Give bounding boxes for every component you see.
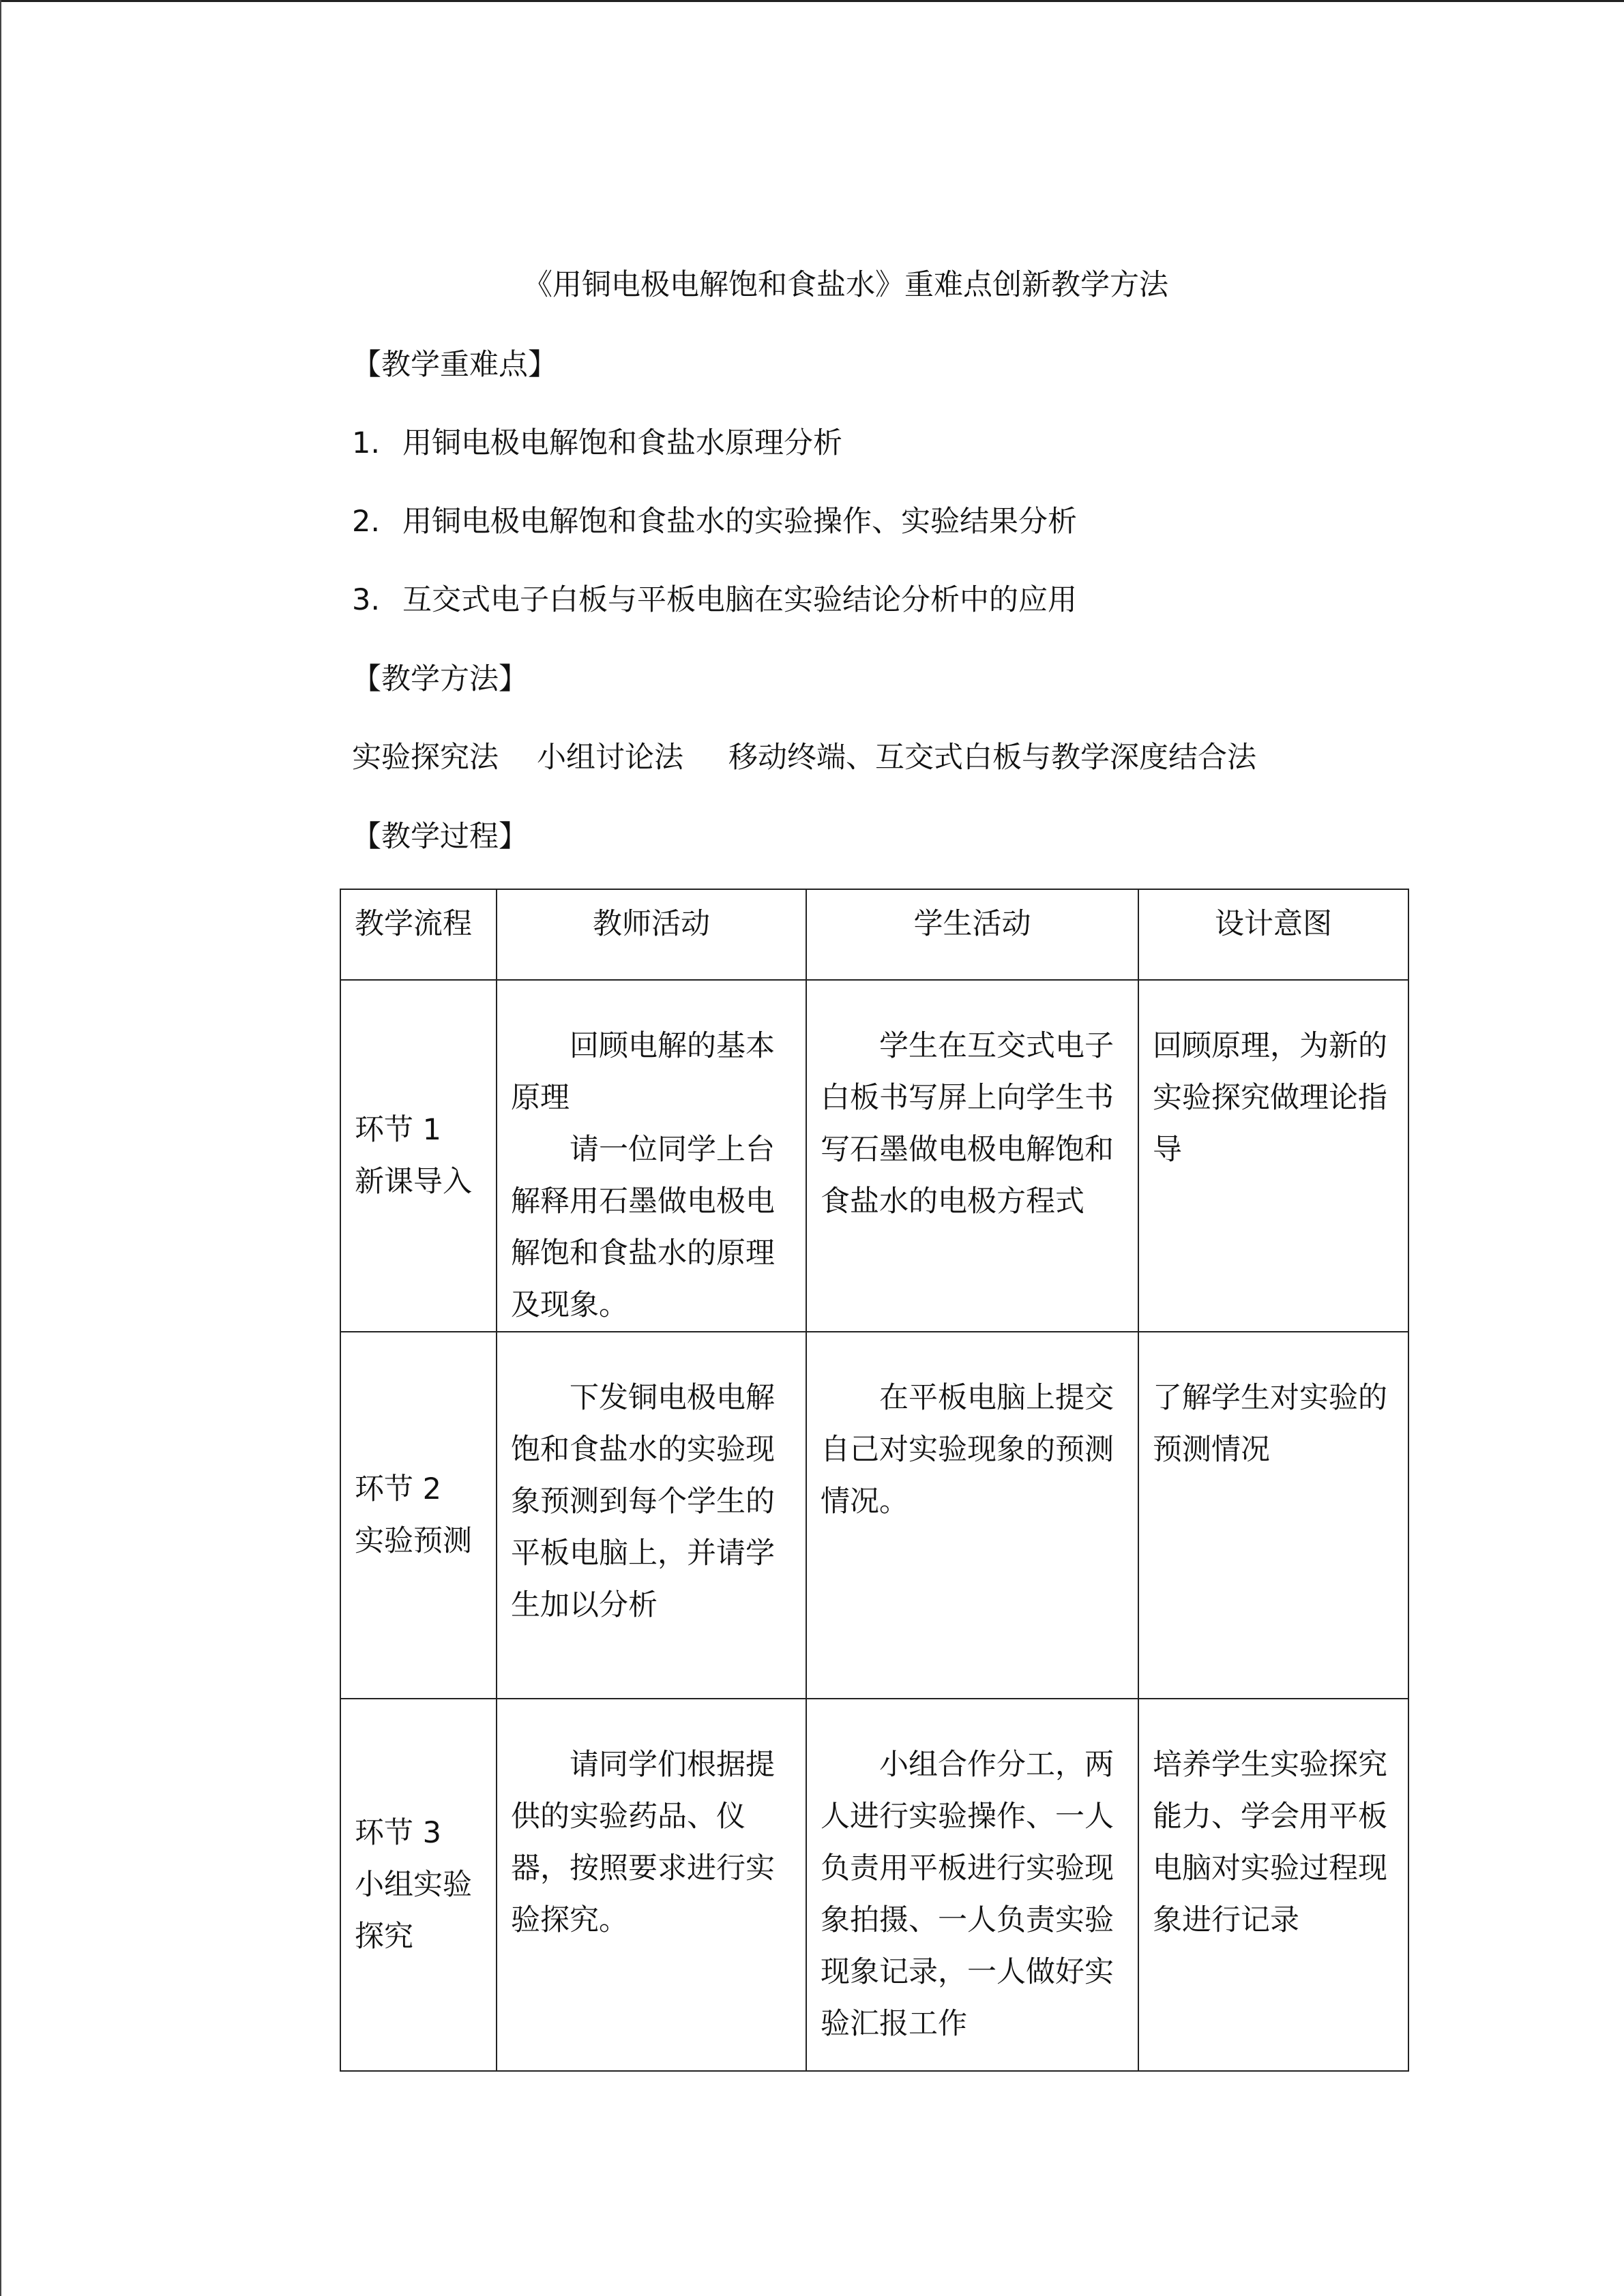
- stage-name-cont: 探究: [355, 1920, 413, 1954]
- student-activity-cell: [806, 980, 1138, 1332]
- methods-list: [352, 737, 1256, 778]
- stage-name: 小组实验: [355, 1868, 472, 1902]
- key-points-heading: 【教学重难点】: [352, 348, 557, 382]
- design-intent-text: 培养学生实验探究能力、学会用平板电脑对实验过程现象进行记录: [1153, 1748, 1387, 1937]
- teaching-process-table: [340, 889, 1409, 2072]
- stage-cell: [340, 980, 497, 1332]
- page-top-border: [0, 0, 1624, 2]
- key-point-number: 3.: [352, 583, 381, 617]
- methods-heading: 【教学方法】: [352, 662, 528, 696]
- key-point-item: [352, 501, 1077, 542]
- column-header: 教师活动: [497, 889, 806, 980]
- document-title: 《用铜电极电解饱和食盐水》重难点创新教学方法: [523, 268, 1168, 302]
- table-row: [340, 980, 1408, 1332]
- table-row: [340, 1699, 1408, 2071]
- student-activity-text: 学生在互交式电子白板书写屏上向学生书写石墨做电极电解饱和食盐水的电极方程式: [821, 1029, 1114, 1219]
- stage-number: 环节 3: [355, 1816, 442, 1850]
- stage-name: 新课导入: [355, 1165, 472, 1199]
- process-heading: 【教学过程】: [352, 820, 528, 854]
- key-point-text: 用铜电极电解饱和食盐水原理分析: [402, 426, 842, 460]
- teacher-activity-text: 请同学们根据提供的实验药品、仪器，按照要求进行实验探究。: [511, 1748, 775, 1937]
- key-point-item: [352, 423, 842, 464]
- teacher-activity-text: 下发铜电极电解饱和食盐水的实验现象预测到每个学生的平板电脑上，并请学生加以分析: [511, 1381, 775, 1622]
- method-item: 小组讨论法: [537, 741, 683, 775]
- design-intent-text: 回顾原理，为新的实验探究做理论指导: [1153, 1029, 1387, 1167]
- stage-number: 环节 1: [355, 1113, 442, 1147]
- key-point-number: 1.: [352, 426, 381, 460]
- student-activity-text: 在平板电脑上提交自己对实验现象的预测情况。: [821, 1381, 1114, 1519]
- student-activity-cell: [806, 1332, 1138, 1699]
- stage-cell: [340, 1699, 497, 2071]
- method-item: 实验探究法: [352, 741, 499, 775]
- column-header: 学生活动: [806, 889, 1138, 980]
- column-header: 教学流程: [340, 889, 497, 980]
- key-point-text: 互交式电子白板与平板电脑在实验结论分析中的应用: [402, 583, 1077, 617]
- table-row: [340, 1332, 1408, 1699]
- student-activity-cell: [806, 1699, 1138, 2071]
- teacher-activity-cell: [497, 1332, 806, 1699]
- teacher-activity-text: 请一位同学上台解释用石墨做电极电解饱和食盐水的原理及现象。: [511, 1133, 775, 1322]
- key-point-number: 2.: [352, 505, 381, 539]
- design-intent-cell: [1138, 1699, 1408, 2071]
- teacher-activity-cell: [497, 1699, 806, 2071]
- design-intent-text: 了解学生对实验的预测情况: [1153, 1381, 1387, 1467]
- design-intent-cell: [1138, 980, 1408, 1332]
- key-point-text: 用铜电极电解饱和食盐水的实验操作、实验结果分析: [402, 505, 1077, 539]
- teacher-activity-cell: [497, 980, 806, 1332]
- design-intent-cell: [1138, 1332, 1408, 1699]
- teacher-activity-text: 回顾电解的基本原理: [511, 1029, 775, 1115]
- key-point-item: [352, 580, 1077, 621]
- stage-cell: [340, 1332, 497, 1699]
- table-header-row: [340, 889, 1408, 980]
- column-header: 设计意图: [1138, 889, 1408, 980]
- student-activity-text: 小组合作分工，两人进行实验操作、一人负责用平板进行实验现象拍摄、一人负责实验现象记录，一人做好实验汇报工作: [821, 1748, 1114, 2041]
- stage-number: 环节 2: [355, 1472, 442, 1506]
- method-item: 移动终端、互交式白板与教学深度结合法: [728, 741, 1256, 775]
- page-left-border: [0, 0, 1, 2296]
- stage-name: 实验预测: [355, 1524, 472, 1558]
